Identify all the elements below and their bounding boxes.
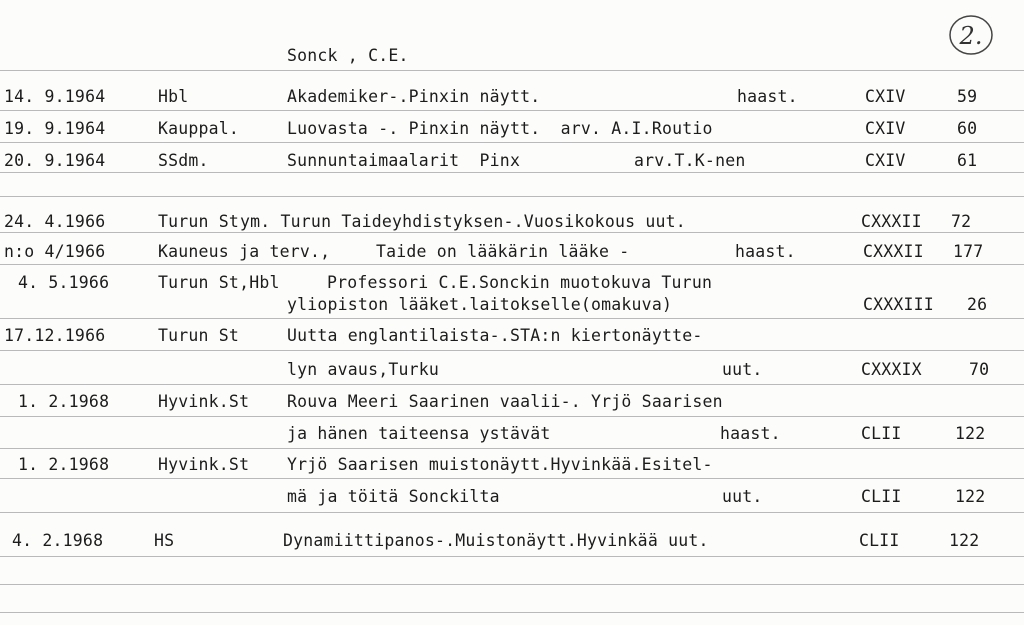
ruled-line (0, 196, 1024, 197)
entry-date: 4. 2.1968 (12, 531, 104, 550)
entry-page: 177 (953, 242, 984, 261)
entry-source: Hbl (158, 87, 189, 106)
entry-date: 1. 2.1968 (18, 455, 110, 474)
entry-title: Professori C.E.Sonckin muotokuva Turun (327, 273, 713, 292)
entry-source: Hyvink.St (158, 392, 250, 411)
entry-type: haast. (735, 242, 796, 261)
ruled-line (0, 512, 1024, 513)
entry-date: 17.12.1966 (4, 326, 106, 345)
entry-title: Dynamiittipanos-.Muistonäytt.Hyvinkää uut. (283, 531, 709, 550)
entry-title: Luovasta -. Pinxin näytt. arv. A.I.Routio (287, 119, 713, 138)
entry-page: 70 (969, 360, 990, 379)
entry-date: 14. 9.1964 (4, 87, 106, 106)
page-number-mark (947, 13, 995, 57)
page-number-text: 2. (959, 22, 983, 50)
entry-page: 122 (955, 424, 986, 443)
entry-date: 1. 2.1968 (18, 392, 110, 411)
entry-title: Rouva Meeri Saarinen vaalii-. Yrjö Saarisen (287, 392, 723, 411)
entry-title: Akademiker-.Pinxin näytt. (287, 87, 541, 106)
entry-volume: CXIV (865, 87, 906, 106)
entry-title: Taide on lääkärin lääke - (376, 242, 630, 261)
ruled-line (0, 416, 1024, 417)
entry-type: uut. (722, 487, 763, 506)
entry-volume: CXIV (865, 119, 906, 138)
ruled-line (0, 556, 1024, 557)
ruled-line (0, 264, 1024, 265)
entry-title-continued: lyn avaus,Turku (287, 360, 440, 379)
entry-title-continued: ja hänen taiteensa ystävät (287, 424, 551, 443)
ruled-line (0, 70, 1024, 71)
ruled-line (0, 584, 1024, 585)
entry-source: Turun St (158, 326, 240, 345)
entry-reviewer: arv.T.K-nen (634, 151, 746, 170)
page-number-circle (947, 13, 995, 57)
ruled-line (0, 612, 1024, 613)
entry-volume: CXXXII (861, 212, 922, 231)
entry-title: Yrjö Saarisen muistonäytt.Hyvinkää.Esitel- (287, 455, 713, 474)
entry-page: 72 (951, 212, 972, 231)
entry-title-continued: yliopiston lääket.laitokselle(omakuva) (287, 295, 673, 314)
ruled-line (0, 172, 1024, 173)
entry-page: 122 (955, 487, 986, 506)
entry-volume: CXIV (865, 151, 906, 170)
entry-volume: CLII (861, 487, 902, 506)
entry-page: 59 (957, 87, 978, 106)
entry-source: Turun St (158, 212, 240, 231)
entry-page: 26 (967, 295, 988, 314)
ruled-line (0, 318, 1024, 319)
entry-volume: CLII (859, 531, 900, 550)
entry-title: Uutta englantilaista-.STA:n kiertonäytte- (287, 326, 703, 345)
ruled-line (0, 478, 1024, 479)
entry-title: Sunnuntaimaalarit Pinx (287, 151, 521, 170)
entry-date: 19. 9.1964 (4, 119, 106, 138)
entry-date: 20. 9.1964 (4, 151, 106, 170)
entry-source: Turun St,Hbl (158, 273, 280, 292)
entry-title: ym. Turun Taideyhdistyksen-.Vuosikokous uut. (240, 212, 686, 231)
entry-source: Kauneus ja terv., (158, 242, 331, 261)
entry-source: SSdm. (158, 151, 209, 170)
entry-volume: CXXXII (863, 242, 924, 261)
entry-page: 61 (957, 151, 978, 170)
entry-type: uut. (722, 360, 763, 379)
entry-volume: CLII (861, 424, 902, 443)
ruled-line (0, 110, 1024, 111)
entry-date: n:o 4/1966 (4, 242, 106, 261)
entry-source: Kauppal. (158, 119, 240, 138)
entry-date: 4. 5.1966 (18, 273, 110, 292)
ruled-line (0, 232, 1024, 233)
entry-title-continued: mä ja töitä Sonckilta (287, 487, 500, 506)
ruled-line (0, 384, 1024, 385)
entry-volume: CXXXIX (861, 360, 922, 379)
entry-source: Hyvink.St (158, 455, 250, 474)
card-header-name: Sonck , C.E. (287, 46, 409, 65)
entry-source: HS (154, 531, 175, 550)
entry-date: 24. 4.1966 (4, 212, 106, 231)
ruled-line (0, 142, 1024, 143)
entry-page: 60 (957, 119, 978, 138)
ruled-line (0, 350, 1024, 351)
entry-type: haast. (737, 87, 798, 106)
ruled-line (0, 448, 1024, 449)
entry-type: haast. (720, 424, 781, 443)
entry-page: 122 (949, 531, 980, 550)
entry-volume: CXXXIII (863, 295, 934, 314)
